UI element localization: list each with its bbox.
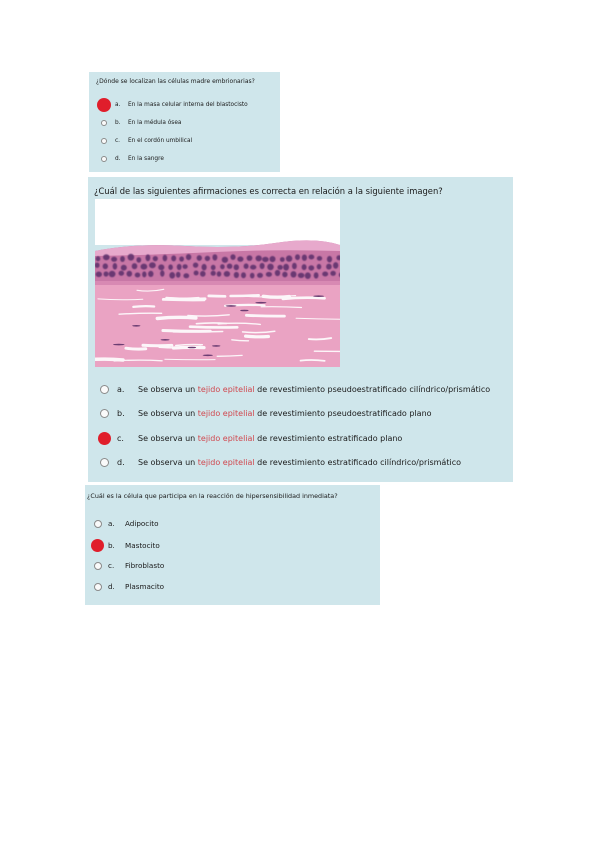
option-b[interactable] [93,539,160,552]
option-letter: d. [108,582,115,591]
cell-nucleus [202,264,207,271]
collagen-fiber [163,299,204,300]
cell-nucleus [267,264,274,271]
option-text: Mastocito [125,541,160,550]
cell-nucleus [333,262,338,269]
option-letter: b. [108,541,115,550]
cell-nucleus [298,273,305,278]
cell-nucleus [163,255,168,262]
cell-nucleus [136,257,141,263]
cell-nucleus [193,263,198,268]
cell-nucleus [302,264,307,270]
radio-unselected[interactable] [100,409,109,418]
cell-nucleus [168,264,173,270]
option-letter: a. [117,385,125,394]
option-c[interactable] [93,561,164,570]
collagen-fiber [157,317,196,318]
cell-nucleus [113,263,118,270]
cell-nucleus [280,257,285,262]
option-d[interactable] [97,156,164,162]
option-letter: d. [117,458,125,467]
option-text: Fibroblasto [125,561,165,570]
cell-nucleus [148,271,153,277]
cell-nucleus [302,255,307,261]
radio-unselected[interactable] [101,156,107,162]
option-letter: d. [115,156,121,162]
cell-nucleus [308,265,314,270]
cell-nucleus [205,256,210,261]
option-letter: b. [115,120,121,126]
cell-nucleus [247,255,253,261]
question-card-3 [85,485,380,605]
fibroblast-nucleus [212,345,221,347]
cell-nucleus [277,265,282,270]
cell-nucleus [282,272,287,278]
histology-image [95,199,340,367]
option-letter: b. [117,409,125,418]
cell-nucleus [103,254,110,260]
radio-selected[interactable] [97,98,111,112]
fibroblast-nucleus [255,302,266,304]
cell-nucleus [250,265,256,270]
option-c[interactable] [98,432,402,445]
fibroblast-nucleus [240,310,249,312]
cell-nucleus [177,264,182,270]
option-letter: a. [115,102,121,108]
cell-nucleus [183,273,189,278]
cell-nucleus [121,265,127,271]
cell-nucleus [186,254,191,260]
cell-nucleus [104,271,109,276]
highlighted-term: tejido epitelial [197,458,255,467]
option-text: En la médula ósea [128,120,182,126]
cell-nucleus [305,272,311,279]
option-text [138,458,461,467]
question-text: ¿Cuál es la célula que participa en la reacción de hipersensibilidad inmediata? [87,492,338,500]
option-letter: c. [108,561,115,570]
cell-nucleus [327,256,332,263]
cell-nucleus [244,263,249,269]
option-text-pre: Se observa un [138,385,198,394]
collagen-fiber [163,331,210,332]
radio-unselected[interactable] [94,562,102,570]
radio-selected[interactable] [91,539,104,552]
cell-nucleus [314,272,319,278]
fibroblast-nucleus [313,295,324,297]
cell-nucleus [224,271,230,277]
fibroblast-nucleus [113,344,125,346]
option-b[interactable] [97,120,181,126]
option-text: En la masa celular interna del blastocisto [128,102,248,108]
cell-nucleus [222,257,228,263]
cell-nucleus [111,257,117,262]
option-text: En el cordón umbilical [128,138,193,144]
radio-unselected[interactable] [101,120,107,126]
radio-unselected[interactable] [94,520,102,528]
cell-nucleus [217,271,222,276]
cell-nucleus [295,254,300,260]
cell-nucleus [326,264,332,270]
cell-nucleus [234,272,239,278]
option-text [138,409,432,418]
option-text-post: de revestimiento estratificado plano [254,434,403,443]
collagen-fiber [246,315,284,316]
cell-nucleus [212,254,217,260]
cell-nucleus [322,272,328,277]
cell-nucleus [183,264,188,269]
cell-nucleus [292,263,297,270]
cell-nucleus [179,256,184,261]
collagen-fiber [190,327,237,328]
cell-nucleus [176,272,181,278]
cell-nucleus [169,272,175,279]
option-text-pre: Se observa un [138,434,198,443]
option-letter: c. [115,138,121,144]
cell-nucleus [158,264,164,270]
cell-nucleus [317,264,322,270]
cell-nucleus [128,254,135,261]
fibroblast-nucleus [132,325,140,327]
cell-nucleus [275,270,280,276]
question-text: ¿Cuál de las siguientes afirmaciones es correcta en relación a la siguiente imagen? [94,186,443,196]
question-card-1 [89,72,280,172]
fibroblast-nucleus [161,339,170,341]
cell-nucleus [250,273,255,279]
highlighted-term: tejido epitelial [197,385,255,394]
collagen-fiber [263,296,289,297]
option-a[interactable] [97,98,248,112]
collagen-fiber [126,348,146,349]
option-text [138,385,490,394]
cell-nucleus [142,271,146,277]
cell-nucleus [95,263,100,268]
radio-selected[interactable] [98,432,111,445]
cell-nucleus [270,256,276,262]
cell-nucleus [283,264,289,271]
fibroblast-nucleus [188,347,197,349]
option-text: En la sangre [128,156,164,162]
option-letter: a. [108,519,115,528]
cell-nucleus [317,256,322,261]
cell-nucleus [171,255,176,261]
collagen-fiber [95,359,123,360]
cell-nucleus [262,257,269,262]
cell-nucleus [286,255,292,261]
cell-nucleus [234,264,239,270]
cell-nucleus [96,272,102,278]
cell-nucleus [141,264,148,270]
cell-nucleus [260,263,265,269]
question-card-2 [88,177,513,482]
cell-nucleus [197,255,202,261]
cell-nucleus [309,255,315,260]
option-d[interactable] [93,582,164,591]
fibroblast-nucleus [226,305,237,307]
option-text-post: de revestimiento pseudoestratificado plano [254,409,432,418]
cell-nucleus [149,262,156,268]
cell-nucleus [153,256,158,261]
option-text-pre: Se observa un [138,409,198,418]
cell-nucleus [135,273,141,278]
radio-unselected[interactable] [100,385,109,394]
cell-nucleus [160,270,164,276]
option-letter: c. [117,434,124,443]
option-text-post: de revestimiento estratificado cilíndrico/prismático [254,458,461,467]
cell-nucleus [146,254,151,261]
cell-nucleus [109,271,116,277]
option-text [138,434,402,443]
radio-unselected[interactable] [94,583,102,591]
cell-nucleus [132,263,138,269]
cell-nucleus [330,271,336,276]
cell-nucleus [211,271,216,276]
cell-nucleus [256,255,262,261]
option-text: Plasmacito [125,582,165,591]
option-a[interactable] [93,519,158,528]
cell-nucleus [96,256,101,261]
option-a[interactable] [98,385,490,394]
highlighted-term: tejido epitelial [197,409,255,418]
cell-nucleus [291,271,297,277]
option-c[interactable] [97,138,192,144]
highlighted-term: tejido epitelial [197,434,255,443]
radio-unselected[interactable] [100,458,109,467]
option-text: Adipocito [125,519,159,528]
cell-nucleus [230,254,235,260]
option-text-pre: Se observa un [138,458,198,467]
cell-nucleus [103,263,108,269]
question-text: ¿Dónde se localizan las células madre embrionarias? [96,78,255,85]
radio-unselected[interactable] [101,138,107,144]
cell-nucleus [194,271,199,276]
option-d[interactable] [98,458,461,467]
cell-nucleus [220,264,225,269]
option-b[interactable] [98,409,432,418]
collagen-fiber [301,360,325,361]
fibroblast-nucleus [203,355,213,357]
cell-nucleus [127,271,133,277]
cell-nucleus [266,272,272,277]
cell-nucleus [200,271,206,277]
cell-nucleus [237,256,243,261]
cell-nucleus [241,272,246,278]
cell-nucleus [120,256,125,262]
option-text-post: de revestimiento pseudoestratificado cilíndrico/prismático [254,385,491,394]
cell-nucleus [119,271,125,276]
cell-nucleus [227,264,233,269]
cell-nucleus [257,273,263,278]
cell-nucleus [211,265,216,270]
collagen-fiber [246,336,269,337]
collagen-fiber [133,306,154,307]
